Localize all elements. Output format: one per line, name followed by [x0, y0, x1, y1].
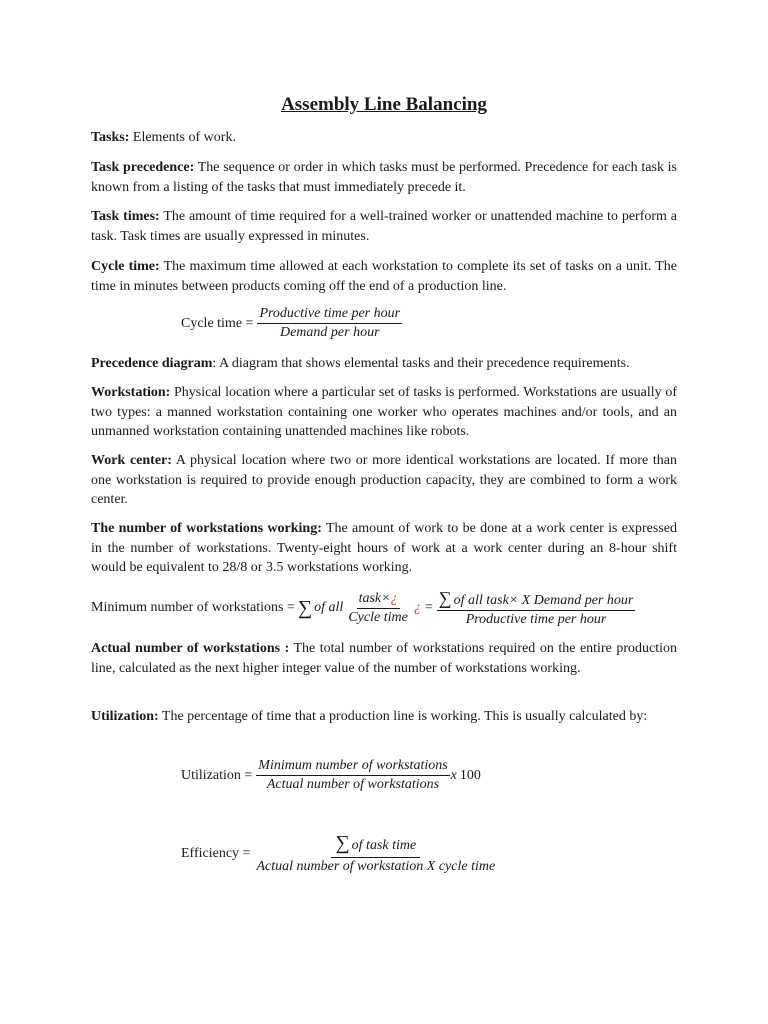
task-times-paragraph	[91, 207, 677, 246]
definition: A physical location where two or more identical workstations are located. If more than one workstation is required to provide enough production capacity, they are combined to form a work center.	[91, 453, 677, 508]
definition: The maximum time allowed at each workstation to complete its set of tasks on a unit. The time in minutes between products coming off the end of a production line.	[91, 259, 677, 294]
term: The number of workstations working:	[91, 521, 322, 536]
precedence-diagram-paragraph	[91, 354, 677, 374]
formula-label: Efficiency =	[181, 845, 251, 861]
definition: The amount of time required for a well-trained worker or unattended machine to perform a task. Task times are usually expressed in minutes.	[91, 209, 677, 244]
cycle-time-paragraph	[91, 257, 677, 296]
minimum-workstations-formula	[91, 588, 635, 628]
task-precedence-paragraph	[91, 158, 677, 197]
number-of-workstations-paragraph	[91, 519, 677, 578]
denominator: Cycle time	[348, 609, 408, 625]
fraction	[346, 591, 409, 626]
fraction	[256, 758, 449, 793]
cycle-time-formula	[181, 306, 402, 341]
definition: Physical location where a particular set of tasks is performed. Workstations are usually of two types: a manned workstation containing one worker who operates machines and/or tools, and an unmanned workstation containing unattended machines like robots.	[91, 385, 677, 440]
term: Workstation:	[91, 385, 171, 400]
missing-glyph: ¿	[413, 600, 421, 615]
numerator	[331, 832, 420, 858]
definition: The sequence or order in which tasks must be performed. Precedence for each task is known from a listing of the tasks that must immediately precede it.	[91, 160, 677, 195]
definition: The amount of work to be done at a work center is expressed in the number of workstations. Twenty-eight hours of work at a work center during an 8-hour shift would be equivalent to 28/8 or 3.5 workstations working.	[91, 521, 677, 576]
term: Work center:	[91, 453, 172, 468]
definition: : A diagram that shows elemental tasks and their precedence requirements.	[212, 356, 630, 371]
of-all-text: of all	[314, 600, 344, 615]
tasks-paragraph	[91, 128, 677, 148]
numerator-text: task×	[358, 590, 391, 606]
multiply-x: x	[450, 767, 457, 783]
work-center-paragraph	[91, 451, 677, 510]
numerator	[357, 591, 400, 609]
numerator: Minimum number of workstations	[256, 758, 449, 776]
denominator: Productive time per hour	[465, 612, 607, 627]
page-title: Assembly Line Balancing	[281, 94, 487, 115]
term: Actual number of workstations :	[91, 641, 290, 656]
term: Task times:	[91, 209, 160, 224]
numerator-text: of all task× X Demand per hour	[453, 593, 634, 608]
formula-label: Cycle time =	[181, 315, 254, 331]
term: Cycle time:	[91, 259, 160, 274]
term: Utilization:	[91, 709, 159, 724]
utilization-formula	[181, 758, 481, 793]
definition: The percentage of time that a production line is working. This is usually calculated by:	[158, 709, 648, 724]
missing-glyph: ¿	[390, 590, 398, 606]
denominator: Demand per hour	[279, 325, 380, 340]
fraction	[257, 306, 402, 341]
workstation-paragraph	[91, 383, 677, 442]
utilization-paragraph	[91, 707, 677, 727]
sigma-symbol: ∑	[335, 832, 350, 854]
term: Tasks:	[91, 130, 130, 145]
numerator	[437, 588, 636, 611]
definition: The total number of workstations required on the entire production line, calculated as the next higher integer value of the number of workstations working.	[91, 641, 677, 676]
fraction	[437, 588, 636, 628]
formula-label: Utilization =	[181, 767, 253, 783]
definition: Elements of work.	[129, 130, 236, 145]
numerator-text: of task time	[351, 838, 417, 853]
equals-sign: =	[424, 600, 433, 615]
sigma-symbol: ∑	[438, 588, 452, 608]
numerator: Productive time per hour	[257, 306, 402, 324]
denominator: Actual number of workstations	[266, 777, 440, 792]
fraction	[254, 832, 497, 875]
denominator: Actual number of workstation X cycle time	[256, 859, 496, 874]
term: Task precedence:	[91, 160, 195, 175]
sigma-symbol: ∑	[297, 596, 313, 619]
actual-number-paragraph	[91, 639, 677, 678]
formula-label: Minimum number of workstations =	[91, 600, 295, 615]
term: Precedence diagram	[91, 356, 213, 371]
efficiency-formula	[181, 832, 497, 875]
hundred: 100	[459, 767, 481, 783]
